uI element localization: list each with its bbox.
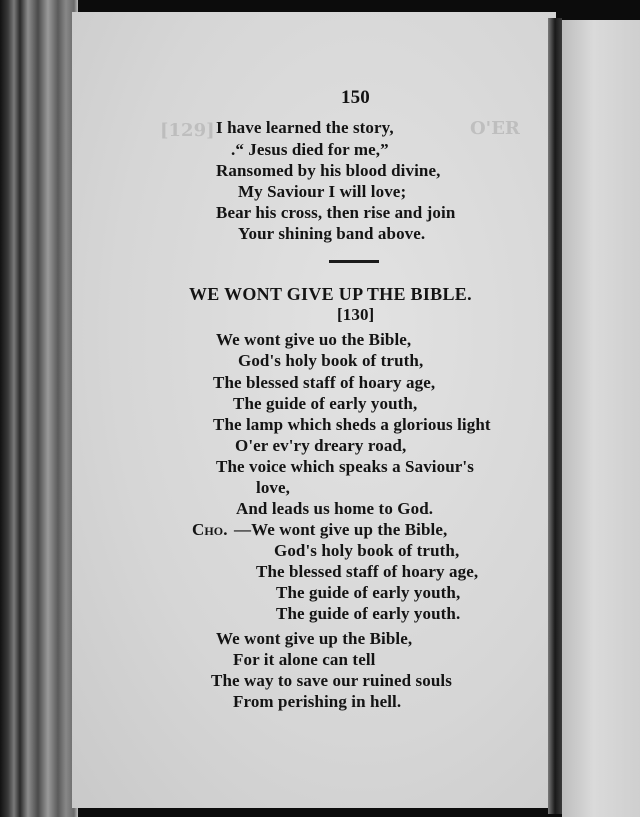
verse-line: O'er ev'ry dreary road,	[235, 436, 407, 455]
verse-line: God's holy book of truth,	[238, 351, 424, 370]
facing-page-edge	[562, 20, 640, 817]
hymn-title: WE WONT GIVE UP THE BIBLE.	[189, 284, 472, 304]
chorus-label: Cho.	[192, 520, 228, 539]
chorus-line: The blessed staff of hoary age,	[256, 562, 479, 581]
verse-line: The way to save our ruined souls	[211, 671, 452, 690]
verse-line: love,	[256, 478, 291, 497]
page-number: 150	[341, 87, 370, 108]
verse-line: For it alone can tell	[233, 650, 376, 669]
verse-line: And leads us home to God.	[236, 499, 434, 518]
book-spine	[0, 0, 78, 817]
verse-line: From perishing in hell.	[233, 692, 402, 711]
verse-line: The blessed staff of hoary age,	[213, 373, 436, 392]
stanza-line: Your shining band above.	[238, 224, 426, 243]
verse-line: The lamp which sheds a glorious light	[213, 415, 491, 434]
chorus-line: The guide of early youth,	[276, 583, 461, 602]
verse-line: The voice which speaks a Saviour's	[216, 457, 474, 476]
stanza-line: Ransomed by his blood divine,	[216, 161, 441, 180]
stanza-line: I have learned the story,	[216, 118, 394, 137]
page-gutter	[548, 18, 562, 814]
stanza-line: Bear his cross, then rise and join	[216, 203, 456, 222]
bleed-through-text: [129]	[160, 120, 215, 141]
section-divider	[329, 260, 379, 263]
hymn-number: [130]	[337, 305, 375, 324]
chorus-line: God's holy book of truth,	[274, 541, 460, 560]
verse-line: We wont give uo the Bible,	[216, 330, 412, 349]
stanza-line: .“ Jesus died for me,”	[231, 140, 389, 159]
chorus-line: The guide of early youth.	[276, 604, 461, 623]
verse-line: We wont give up the Bible,	[216, 629, 413, 648]
stanza-line: My Saviour I will love;	[238, 182, 407, 201]
chorus-line: —We wont give up the Bible,	[234, 520, 448, 539]
bleed-through-text: O'ER	[470, 118, 520, 139]
verse-line: The guide of early youth,	[233, 394, 418, 413]
